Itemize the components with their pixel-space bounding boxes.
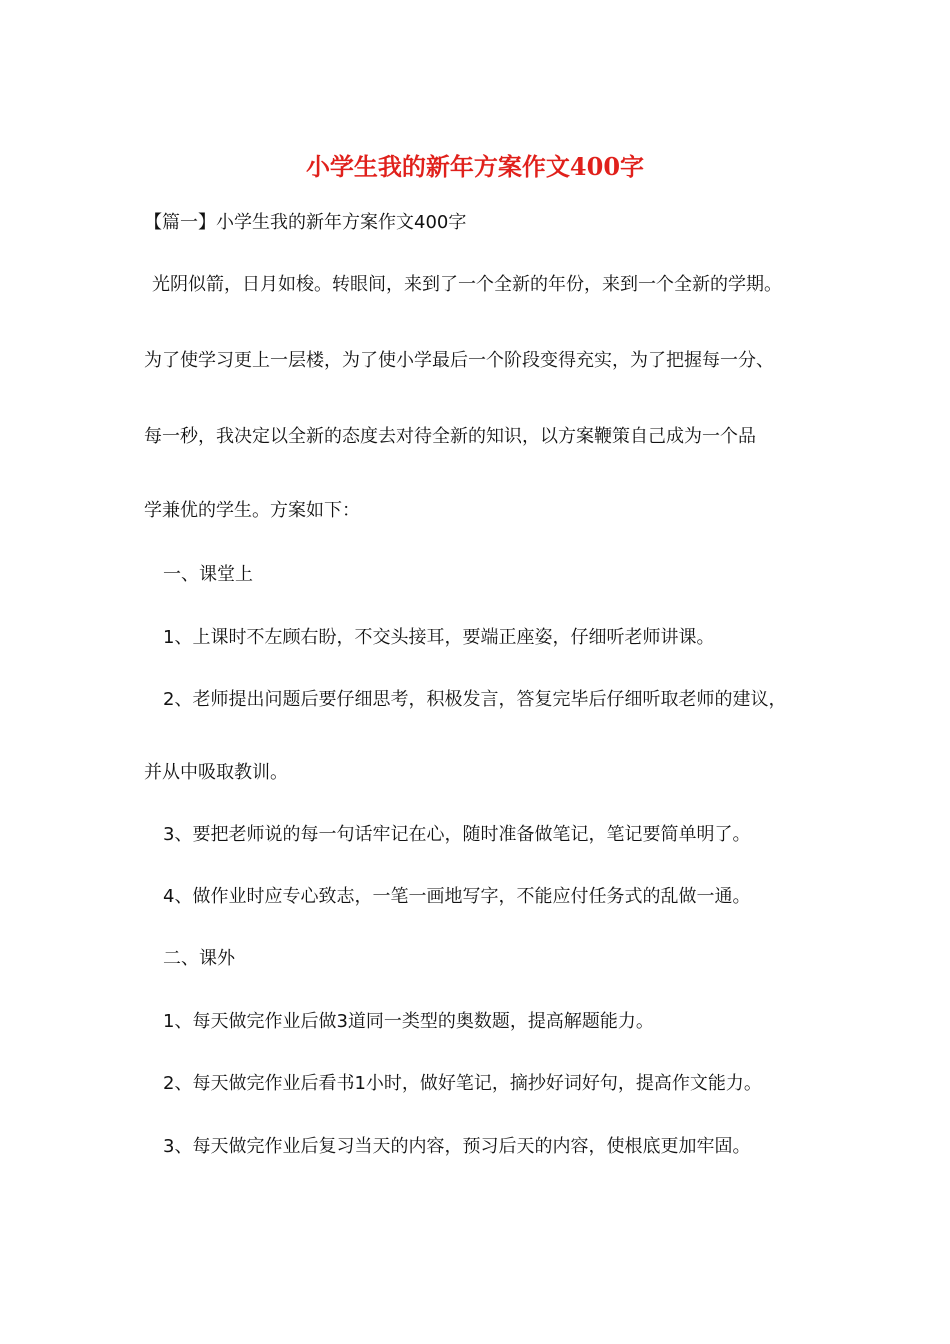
list-item: 4、做作业时应专心致志，一笔一画地写字，不能应付任务式的乱做一通。 [163, 886, 751, 907]
list-item-continuation: 并从中吸取教训。 [144, 762, 288, 783]
document-title: 小学生我的新年方案作文400字 [305, 152, 645, 181]
paragraph-line: 每一秒，我决定以全新的态度去对待全新的知识，以方案鞭策自己成为一个品 [144, 426, 756, 447]
list-item: 3、要把老师说的每一句话牢记在心，随时准备做笔记，笔记要简单明了。 [163, 824, 751, 845]
section-heading: 【篇一】小学生我的新年方案作文400字 [144, 212, 467, 233]
paragraph-line: 学兼优的学生。方案如下： [144, 500, 360, 521]
list-item: 1、每天做完作业后做3道同一类型的奥数题，提高解题能力。 [163, 1011, 654, 1032]
paragraph-line: 为了使学习更上一层楼，为了使小学最后一个阶段变得充实，为了把握每一分、 [144, 350, 774, 371]
list-item: 1、上课时不左顾右盼，不交头接耳，要端正座姿，仔细听老师讲课。 [163, 627, 715, 648]
subsection-heading: 二、课外 [163, 948, 235, 969]
list-item: 2、每天做完作业后看书1小时，做好笔记，摘抄好词好句，提高作文能力。 [163, 1073, 762, 1094]
paragraph-line: 光阴似箭，日月如梭。转眼间，来到了一个全新的年份，来到一个全新的学期。 [152, 274, 782, 295]
list-item: 2、老师提出问题后要仔细思考，积极发言，答复完毕后仔细听取老师的建议， [163, 689, 787, 710]
list-item: 3、每天做完作业后复习当天的内容，预习后天的内容，使根底更加牢固。 [163, 1136, 751, 1157]
subsection-heading: 一、课堂上 [163, 564, 253, 585]
